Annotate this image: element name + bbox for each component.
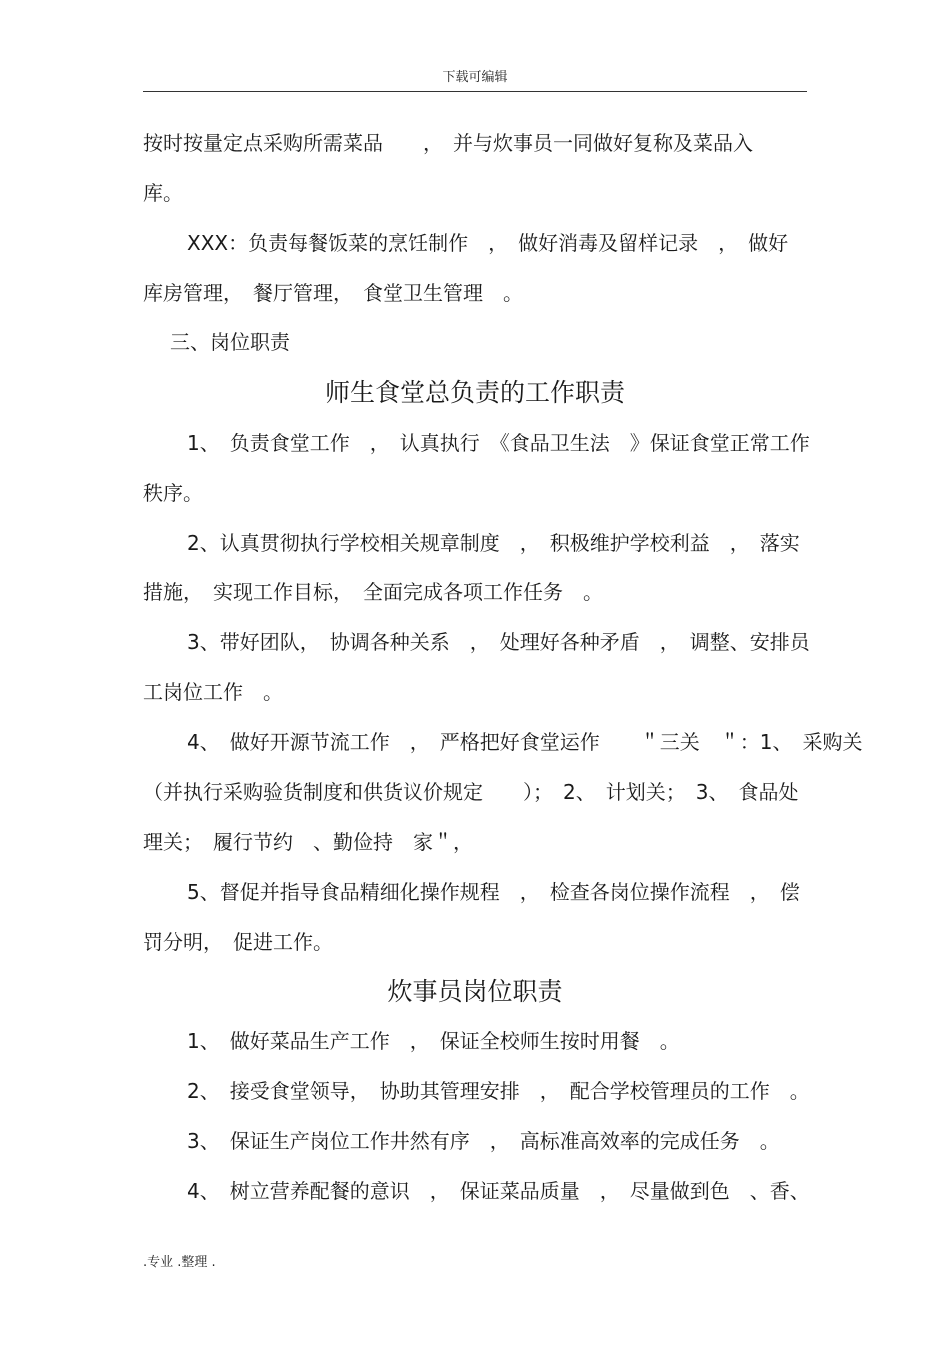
paragraph-line: 秩序。 <box>143 481 203 505</box>
paragraph-line: 1、 负责食堂工作 ， 认真执行 《食品卫生法 》保证食堂正常工作 <box>187 431 810 455</box>
heading-cook-duties: 炊事员岗位职责 <box>387 977 563 1006</box>
paragraph-line: 2、认真贯彻执行学校相关规章制度 ， 积极维护学校利益 ， 落实 <box>187 531 800 555</box>
paragraph-line: 1、 做好菜品生产工作 ， 保证全校师生按时用餐 。 <box>187 1029 680 1053</box>
page-header: 下载可编辑 <box>442 70 508 85</box>
paragraph-line: 库房管理， 餐厅管理， 食堂卫生管理 。 <box>143 281 523 305</box>
paragraph-line: 3、 保证生产岗位工作井然有序 ， 高标准高效率的完成任务 。 <box>187 1129 780 1153</box>
paragraph-line: 5、督促并指导食品精细化操作规程 ， 检查各岗位操作流程 ， 偿 <box>187 880 800 904</box>
paragraph-line: 库。 <box>143 181 183 205</box>
heading-general-manager-duties: 师生食堂总负责的工作职责 <box>324 378 625 407</box>
paragraph-line: 4、 做好开源节流工作 ， 严格把好食堂运作 ＂三关 ＂：1、 采购关 <box>187 730 863 754</box>
paragraph-line: XXX：负责每餐饭菜的烹饪制作 ， 做好消毒及留样记录 ， 做好 <box>187 231 789 255</box>
paragraph-line: （并执行采购验货制度和供货议价规定 ）； 2、 计划关； 3、 食品处 <box>143 780 799 804</box>
paragraph-line: 罚分明， 促进工作。 <box>143 930 333 954</box>
paragraph-line: 3、带好团队， 协调各种关系 ， 处理好各种矛盾 ， 调整、安排员 <box>187 630 810 654</box>
page-footer: .专业 .整理 . <box>143 1255 216 1270</box>
paragraph-line: 措施， 实现工作目标， 全面完成各项工作任务 。 <box>143 580 603 604</box>
header-divider <box>143 91 807 92</box>
paragraph-line: 2、 接受食堂领导， 协助其管理安排 ， 配合学校管理员的工作 。 <box>187 1079 810 1103</box>
paragraph-line: 4、 树立营养配餐的意识 ， 保证菜品质量 ， 尽量做到色 、香、 <box>187 1179 810 1203</box>
paragraph-line: 理关； 履行节约 、勤俭持 家＂， <box>143 830 473 854</box>
section-title: 三、岗位职责 <box>170 330 290 354</box>
paragraph-line: 工岗位工作 。 <box>143 680 283 704</box>
paragraph-line: 按时按量定点采购所需菜品 ， 并与炊事员一同做好复称及菜品入 <box>143 131 753 155</box>
